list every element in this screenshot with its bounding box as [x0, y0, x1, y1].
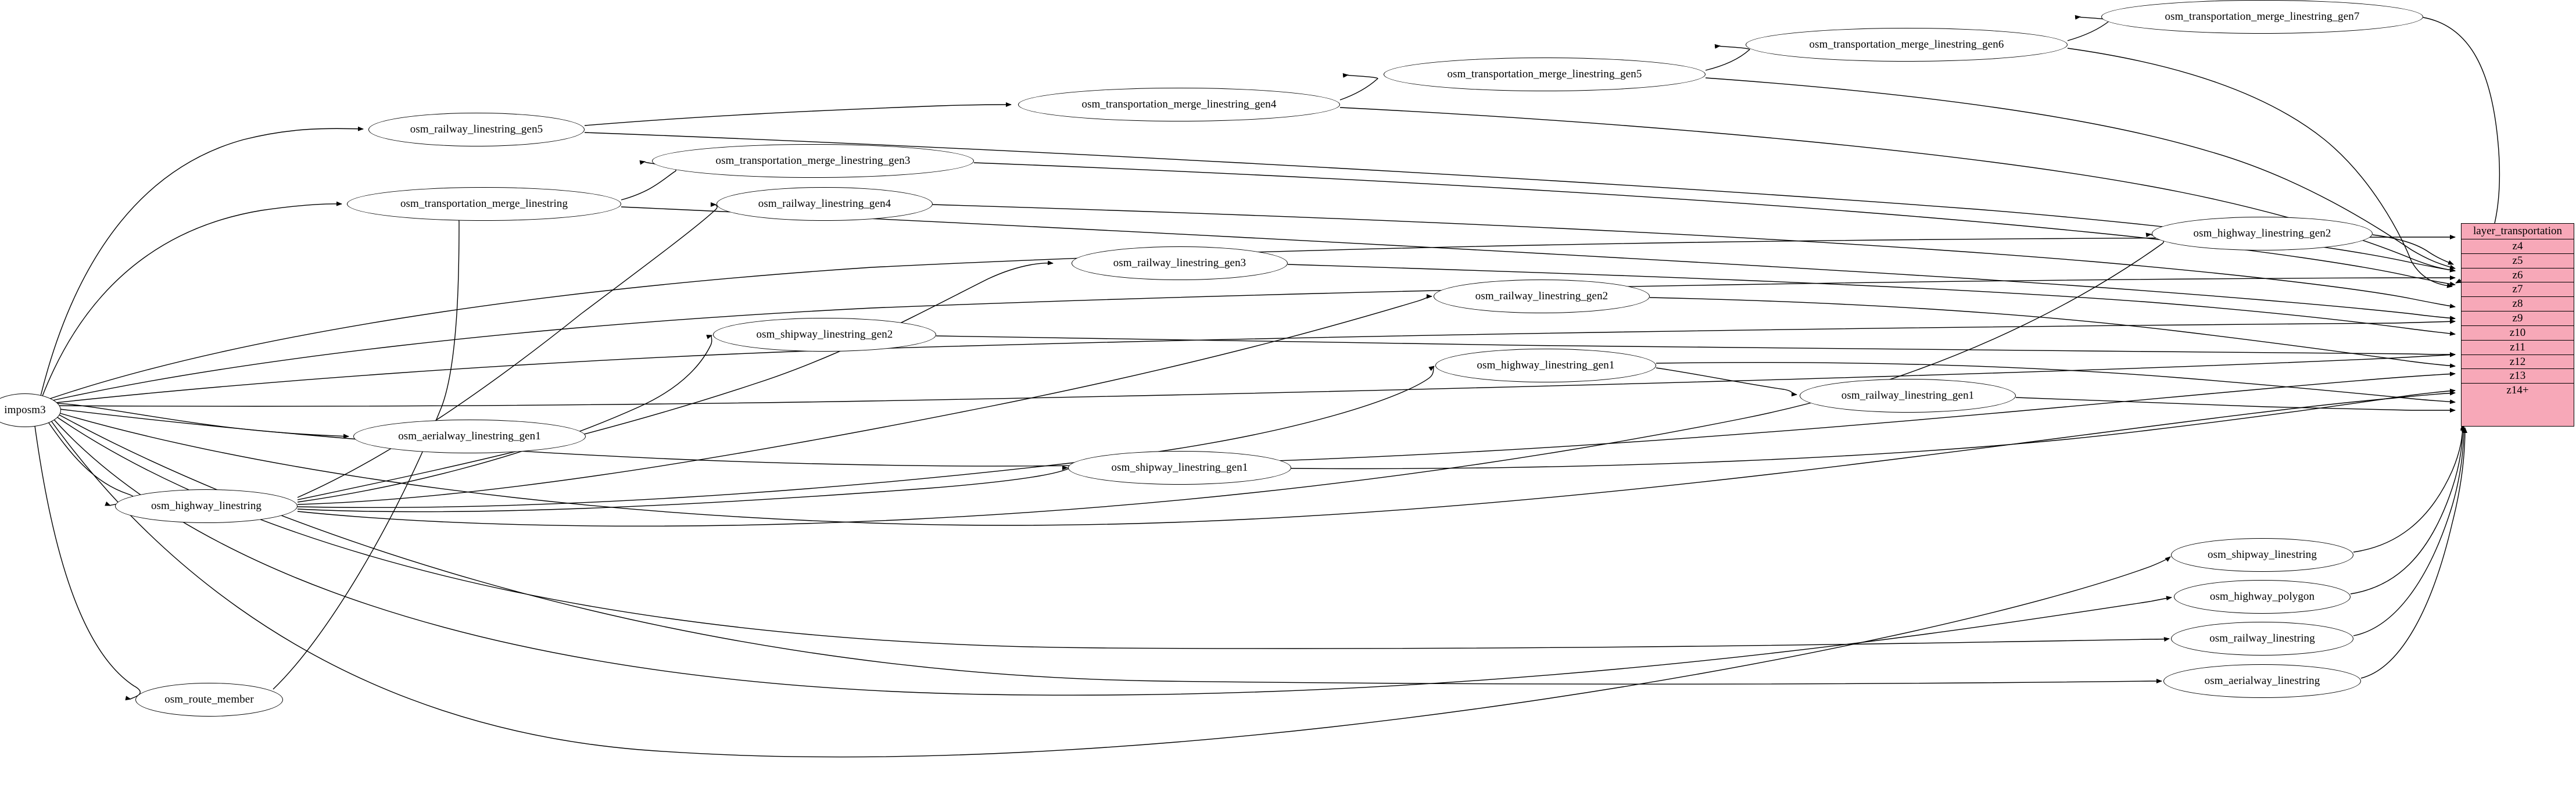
node-osm-railway-linestring-gen2[interactable] [1434, 280, 1650, 313]
zoom-row-z14plus: z14+ [2506, 384, 2529, 397]
node-osm-transportation-merge-linestring-gen4[interactable] [1018, 88, 1340, 121]
node-osm-transportation-merge-linestring[interactable] [347, 187, 621, 221]
zoom-row-z10: z10 [2462, 326, 2574, 341]
node-label: osm_transportation_merge_linestring [400, 198, 568, 210]
node-osm-railway-linestring-gen1[interactable] [1800, 379, 2016, 413]
zoom-row-z5: z5 [2462, 254, 2574, 268]
node-label: osm_railway_linestring [2209, 632, 2315, 644]
node-label: osm_route_member [164, 693, 254, 706]
node-label: osm_railway_linestring_gen1 [1841, 389, 1975, 402]
node-osm-railway-linestring-gen3[interactable] [1072, 246, 1288, 280]
node-label: osm_aerialway_linestring [2204, 675, 2320, 687]
zoom-row-z8: z8 [2462, 297, 2574, 311]
node-label: osm_shipway_linestring_gen2 [756, 328, 893, 341]
node-label: osm_highway_polygon [2209, 590, 2315, 603]
node-label: osm_shipway_linestring [2208, 549, 2317, 561]
node-label: osm_railway_linestring_gen5 [410, 123, 543, 135]
node-label: osm_highway_linestring_gen1 [1477, 359, 1615, 371]
zoom-row-z12: z12 [2462, 355, 2574, 370]
node-osm-aerialway-linestring[interactable] [2163, 664, 2361, 698]
node-osm-highway-polygon[interactable] [2174, 580, 2351, 614]
node-osm-transportation-merge-linestring-gen7[interactable] [2101, 0, 2423, 34]
zoom-row-z13: z13 [2462, 369, 2574, 384]
node-label: osm_highway_linestring [151, 500, 262, 512]
node-label: imposm3 [4, 404, 46, 416]
node-label: osm_transportation_merge_linestring_gen3 [715, 155, 911, 167]
node-label: osm_transportation_merge_linestring_gen4 [1081, 98, 1277, 110]
zoom-row-z6: z6 [2462, 268, 2574, 283]
node-osm-railway-linestring[interactable] [2171, 622, 2353, 656]
node-osm-aerialway-linestring-gen1[interactable] [353, 420, 586, 453]
node-label: osm_railway_linestring_gen3 [1113, 257, 1246, 269]
node-osm-route-member[interactable] [135, 683, 283, 717]
zoom-row-z4: z4 [2462, 239, 2574, 254]
node-layer-transportation[interactable] [2461, 223, 2574, 427]
zoom-row-z11: z11 [2462, 341, 2574, 355]
node-label: osm_railway_linestring_gen4 [758, 198, 891, 210]
node-osm-highway-linestring[interactable] [115, 489, 298, 523]
node-osm-shipway-linestring-gen1[interactable] [1068, 451, 1291, 485]
node-osm-highway-linestring-gen1[interactable] [1435, 349, 1656, 382]
node-label: osm_transportation_merge_linestring_gen5 [1447, 68, 1642, 80]
node-osm-transportation-merge-linestring-gen3[interactable] [652, 144, 974, 178]
node-label: osm_transportation_merge_linestring_gen6 [1809, 38, 2004, 51]
node-label: osm_shipway_linestring_gen1 [1111, 461, 1248, 474]
zoom-row-z7: z7 [2462, 282, 2574, 297]
node-label: osm_highway_linestring_gen2 [2193, 227, 2331, 239]
node-osm-transportation-merge-linestring-gen6[interactable] [1746, 28, 2068, 62]
node-osm-highway-linestring-gen2[interactable] [2152, 217, 2373, 250]
node-label: osm_aerialway_linestring_gen1 [398, 430, 541, 442]
node-label: osm_transportation_merge_linestring_gen7 [2165, 10, 2360, 23]
layer-transportation-header: layer_transportation [2462, 224, 2574, 239]
node-osm-shipway-linestring[interactable] [2171, 538, 2353, 572]
node-label: osm_railway_linestring_gen2 [1475, 290, 1608, 302]
node-osm-shipway-linestring-gen2[interactable] [713, 318, 936, 352]
zoom-row-z9: z9 [2462, 311, 2574, 326]
node-osm-railway-linestring-gen5[interactable] [368, 113, 585, 146]
node-osm-railway-linestring-gen4[interactable] [716, 187, 933, 221]
node-osm-transportation-merge-linestring-gen5[interactable] [1384, 58, 1706, 91]
